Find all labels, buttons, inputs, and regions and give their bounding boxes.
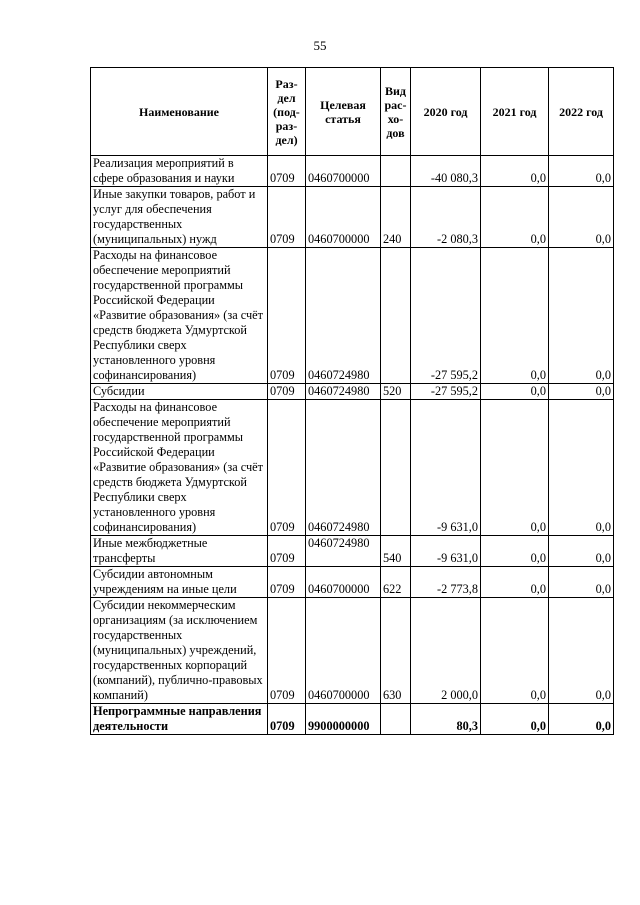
row-expense xyxy=(381,248,411,384)
row-2020: 2 000,0 xyxy=(411,598,481,704)
table-row xyxy=(91,704,614,735)
row-2021: 0,0 xyxy=(481,248,549,384)
row-target: 0460700000 xyxy=(306,598,381,704)
row-target: 0460700000 xyxy=(306,187,381,248)
row-expense: 240 xyxy=(381,187,411,248)
header-2022: 2022 год xyxy=(549,68,614,156)
row-2022: 0,0 xyxy=(549,598,614,704)
header-name: Наименование xyxy=(91,68,268,156)
row-name: Иные межбюджетные трансферты xyxy=(91,536,268,567)
row-section: 0709 xyxy=(268,536,306,567)
row-2021: 0,0 xyxy=(481,187,549,248)
budget-table xyxy=(90,67,614,735)
row-2022: 0,0 xyxy=(549,248,614,384)
row-section: 0709 xyxy=(268,598,306,704)
header-section: Раз- дел (под- раз- дел) xyxy=(268,68,306,156)
table-row xyxy=(91,384,614,400)
table-row xyxy=(91,156,614,187)
row-target: 0460700000 xyxy=(306,156,381,187)
row-2021: 0,0 xyxy=(481,598,549,704)
row-2021: 0,0 xyxy=(481,704,549,735)
row-2020: -9 631,0 xyxy=(411,400,481,536)
row-2020: -2 773,8 xyxy=(411,567,481,598)
row-expense: 630 xyxy=(381,598,411,704)
row-expense xyxy=(381,156,411,187)
table-row xyxy=(91,187,614,248)
row-name: Субсидии некоммерческим организациям (за исключением государственных (муниципальных) учреждений, государственных корпораций (компаний), публично-правовых компаний) xyxy=(91,598,268,704)
row-2022: 0,0 xyxy=(549,704,614,735)
row-2020: -9 631,0 xyxy=(411,536,481,567)
table-row xyxy=(91,400,614,536)
row-target: 0460724980 xyxy=(306,536,381,567)
row-section: 0709 xyxy=(268,400,306,536)
row-2020: -27 595,2 xyxy=(411,384,481,400)
row-section: 0709 xyxy=(268,384,306,400)
table-row xyxy=(91,248,614,384)
row-section: 0709 xyxy=(268,704,306,735)
row-target: 0460724980 xyxy=(306,248,381,384)
row-name: Расходы на финансовое обеспечение мероприятий государственной программы Российской Федерации «Развитие образования» (за счёт средств бюджета Удмуртской Республики сверх установленного уровня софинансирования) xyxy=(91,248,268,384)
row-2022: 0,0 xyxy=(549,187,614,248)
row-2020: 80,3 xyxy=(411,704,481,735)
row-section: 0709 xyxy=(268,248,306,384)
page-number: 55 xyxy=(313,38,327,53)
row-2022: 0,0 xyxy=(549,384,614,400)
row-section: 0709 xyxy=(268,156,306,187)
header-expense: Вид рас- хо- дов xyxy=(381,68,411,156)
row-2021: 0,0 xyxy=(481,156,549,187)
row-name: Субсидии xyxy=(91,384,268,400)
row-2022: 0,0 xyxy=(549,567,614,598)
row-2021: 0,0 xyxy=(481,400,549,536)
row-section: 0709 xyxy=(268,567,306,598)
row-2021: 0,0 xyxy=(481,384,549,400)
table-row xyxy=(91,536,614,567)
row-2020: -2 080,3 xyxy=(411,187,481,248)
row-2020: -40 080,3 xyxy=(411,156,481,187)
row-target: 0460724980 xyxy=(306,400,381,536)
row-2022: 0,0 xyxy=(549,400,614,536)
row-2022: 0,0 xyxy=(549,536,614,567)
row-2021: 0,0 xyxy=(481,536,549,567)
row-2021: 0,0 xyxy=(481,567,549,598)
row-expense: 520 xyxy=(381,384,411,400)
row-expense xyxy=(381,704,411,735)
row-target: 0460724980 xyxy=(306,384,381,400)
row-name: Иные закупки товаров, работ и услуг для обеспечения государственных (муниципальных) нужд xyxy=(91,187,268,248)
row-name: Реализация мероприятий в сфере образования и науки xyxy=(91,156,268,187)
table-header-row xyxy=(91,68,614,156)
table-row xyxy=(91,567,614,598)
header-2021: 2021 год xyxy=(481,68,549,156)
table-row xyxy=(91,598,614,704)
row-name: Непрограммные направления деятельности xyxy=(91,704,268,735)
row-expense: 540 xyxy=(381,536,411,567)
row-2020: -27 595,2 xyxy=(411,248,481,384)
header-target: Целевая статья xyxy=(306,68,381,156)
row-expense xyxy=(381,400,411,536)
row-2022: 0,0 xyxy=(549,156,614,187)
row-expense: 622 xyxy=(381,567,411,598)
row-section: 0709 xyxy=(268,187,306,248)
row-name: Субсидии автономным учреждениям на иные цели xyxy=(91,567,268,598)
header-2020: 2020 год xyxy=(411,68,481,156)
row-target: 0460700000 xyxy=(306,567,381,598)
row-target: 9900000000 xyxy=(306,704,381,735)
row-name: Расходы на финансовое обеспечение мероприятий государственной программы Российской Федерации «Развитие образования» (за счёт средств бюджета Удмуртской Республики сверх установленного уровня софинансирования) xyxy=(91,400,268,536)
